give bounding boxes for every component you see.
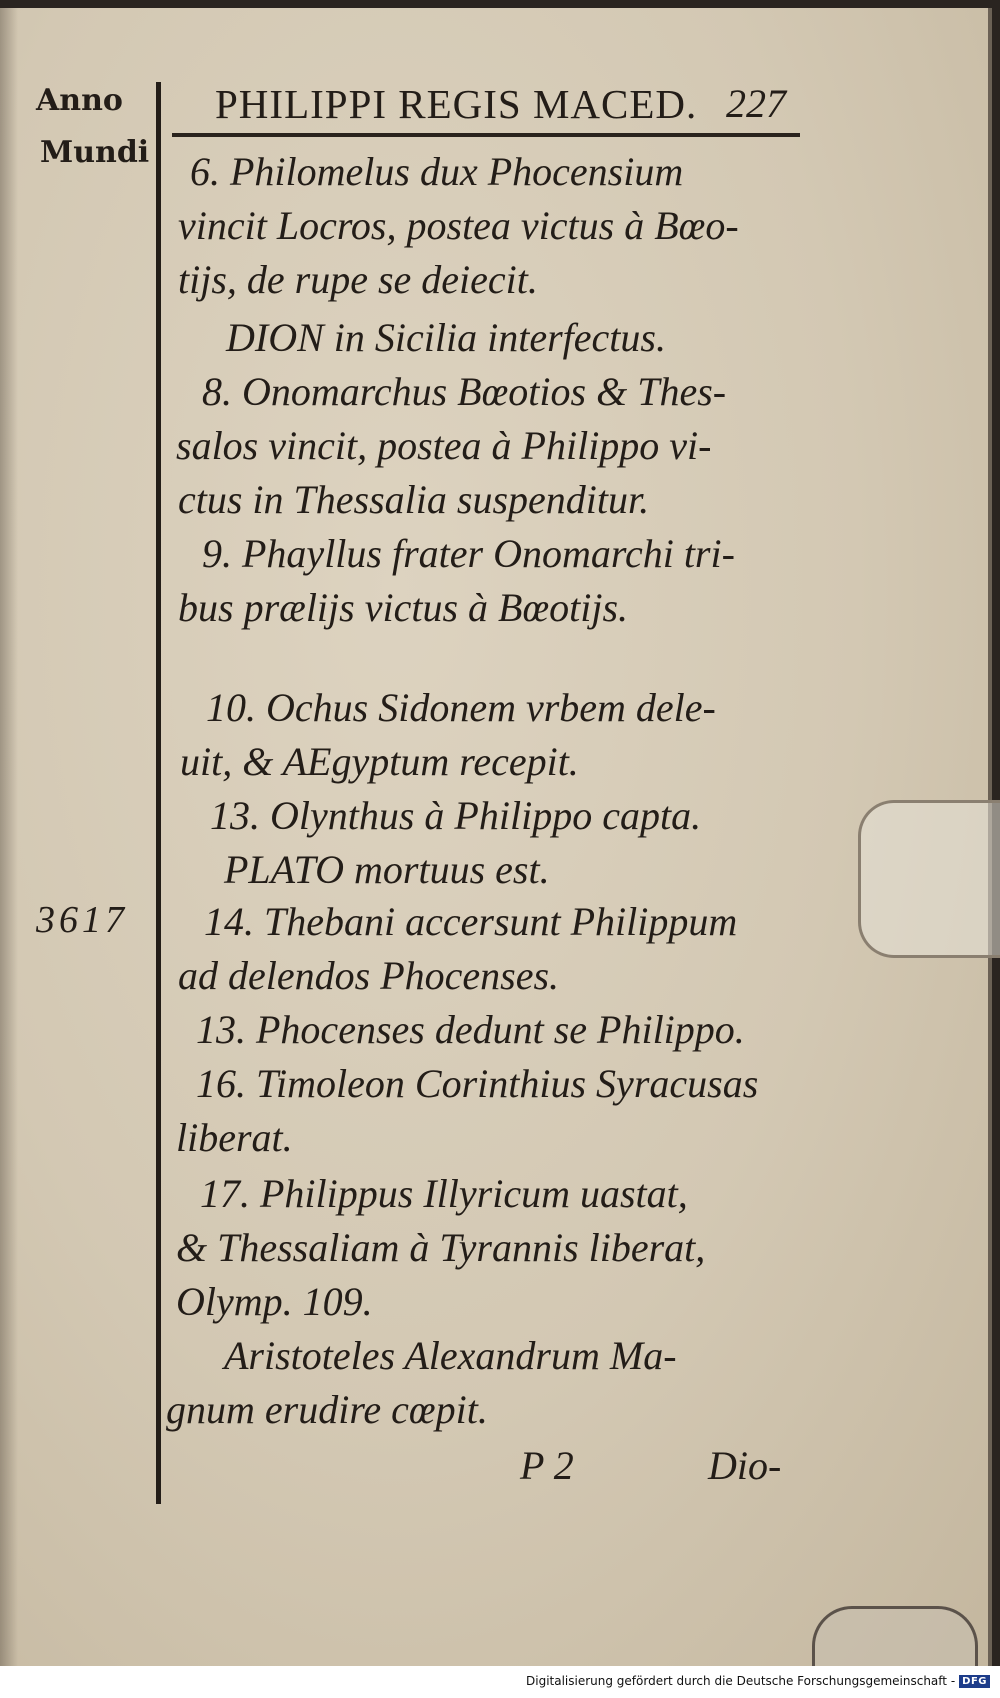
- text-line: 13. Olynthus à Philippo capta.: [210, 793, 702, 838]
- margin-label-anno: Anno: [36, 83, 123, 118]
- text-line: salos vincit, postea à Philippo vi-: [176, 423, 712, 468]
- text-line: 14. Thebani accersunt Philippum: [204, 899, 738, 944]
- running-head: PHILIPPI REGIS MACED.: [215, 81, 698, 127]
- text-line: Aristoteles Alexandrum Ma-: [224, 1333, 677, 1378]
- funding-credit: [526, 1674, 990, 1688]
- margin-label-mundi: Mundi: [40, 135, 150, 170]
- text-line: ad delendos Phocenses.: [178, 953, 560, 998]
- margin-year: 3617: [36, 899, 128, 941]
- funding-credit-text: Digitalisierung gefördert durch die Deutsche Forschungsgemeinschaft -: [526, 1674, 956, 1688]
- text-line: & Thessaliam à Tyrannis liberat,: [176, 1225, 706, 1270]
- text-line: gnum erudire cœpit.: [166, 1387, 488, 1432]
- text-line: vincit Locros, postea victus à Bœo-: [178, 203, 739, 248]
- spine-shadow: [0, 8, 18, 1666]
- text-line: 10. Ochus Sidonem vrbem dele-: [206, 685, 716, 730]
- catchword: Dio-: [708, 1443, 782, 1488]
- text-line: uit, & AEgyptum recepit.: [180, 739, 579, 784]
- text-line: 13. Phocenses dedunt se Philippo.: [196, 1007, 745, 1052]
- text-line: PLATO mortuus est.: [224, 847, 550, 892]
- text-line: 9. Phayllus frater Onomarchi tri-: [202, 531, 735, 576]
- header-rule: [172, 133, 800, 137]
- dfg-logo-icon: DFG: [959, 1675, 990, 1688]
- page-number: 227: [726, 81, 786, 126]
- margin-rule-vertical: [156, 82, 161, 1504]
- page-clip-holder: [858, 800, 1000, 958]
- text-line: 16. Timoleon Corinthius Syracusas: [196, 1061, 759, 1106]
- text-line: Olymp. 109.: [176, 1279, 373, 1324]
- text-line: liberat.: [176, 1115, 293, 1160]
- text-line: DION in Sicilia interfectus.: [226, 315, 666, 360]
- signature-mark: P 2: [520, 1443, 574, 1488]
- text-line: bus prælijs victus à Bœotijs.: [178, 585, 629, 630]
- text-line: 17. Philippus Illyricum uastat,: [200, 1171, 688, 1216]
- text-line: tijs, de rupe se deiecit.: [178, 257, 538, 302]
- text-line: 6. Philomelus dux Phocensium: [190, 149, 684, 194]
- text-line: ctus in Thessalia suspenditur.: [178, 477, 650, 522]
- text-line: 8. Onomarchus Bœotios & Thes-: [202, 369, 727, 414]
